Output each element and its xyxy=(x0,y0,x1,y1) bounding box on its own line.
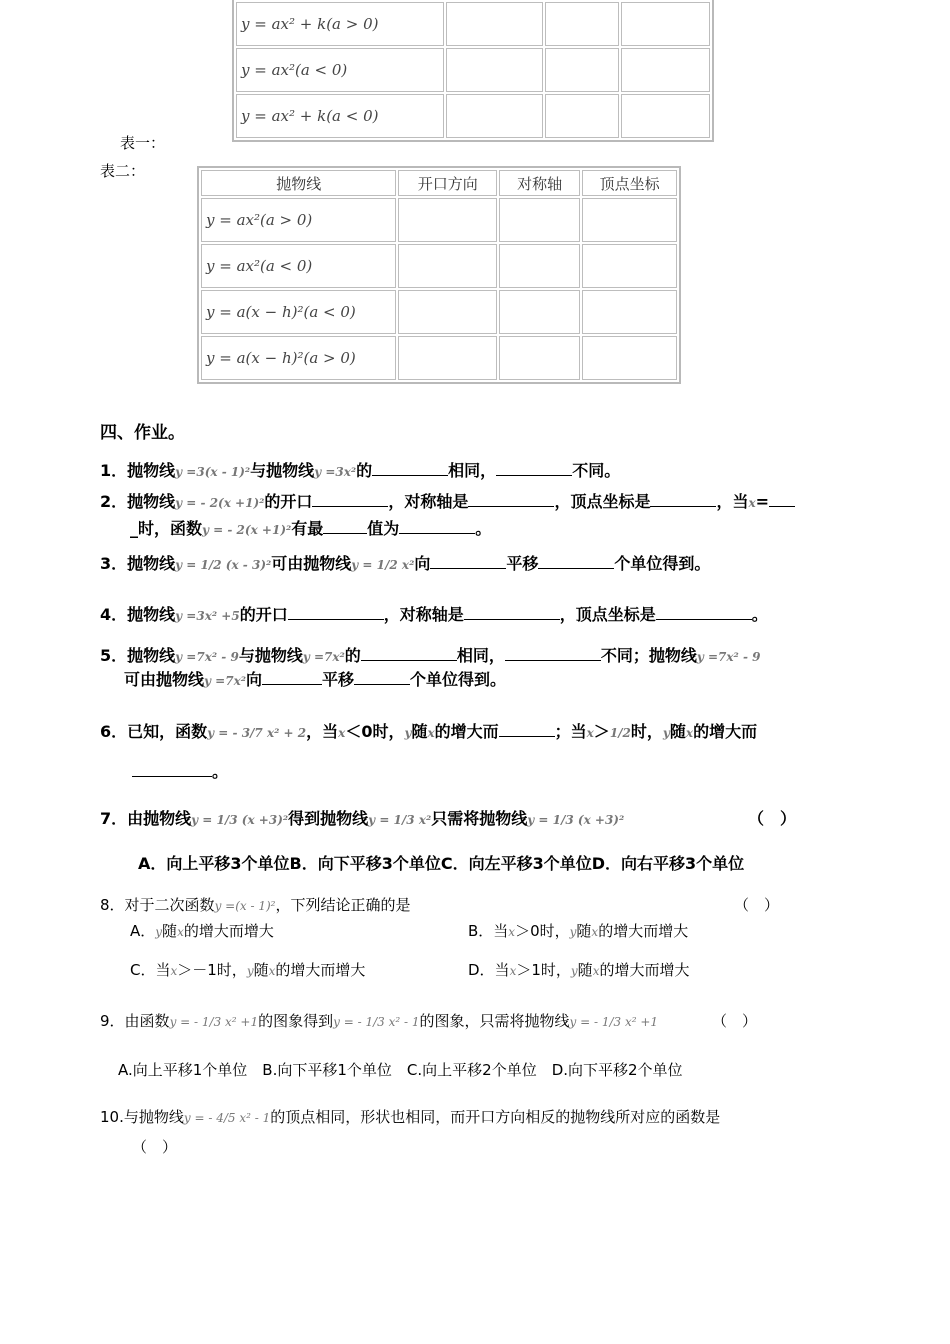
option-b[interactable]: B．当x＞0时，y随x的增大而增大 xyxy=(468,922,689,940)
table-row xyxy=(201,336,677,380)
table-two-cell: y = ax²(a > 0) xyxy=(201,198,396,242)
question-2: 2．抛物线y = - 2(x +1)²的开口 ，对称轴是 ，顶点坐标是 ，当x= xyxy=(100,489,795,512)
question-7: 7．由抛物线y = 1/3 (x +3)²得到抛物线y = 1/3 x²只需将抛物线y = 1/3 (x +3)² xyxy=(100,809,625,828)
question-5: 5．抛物线y =7x² - 9与抛物线y =7x²的 相同， 不同；抛物线y =7x² - 9 xyxy=(100,646,761,665)
table-row xyxy=(236,48,710,92)
table-one xyxy=(232,0,714,142)
table-two-label: 表二： xyxy=(100,162,146,180)
table-row xyxy=(236,2,710,46)
question-2-cont: _时，函数y = - 2(x +1)²有最 值为 。 xyxy=(130,519,492,538)
answer-blank[interactable] xyxy=(499,735,555,737)
question-9: 9．由函数y = - 1/3 x² +1的图象得到y = - 1/3 x² - 1的图象，只需将抛物线y = - 1/3 x² +1 xyxy=(100,1012,659,1030)
answer-blank[interactable] xyxy=(361,659,457,661)
question-10: 10.与抛物线y = - 4/5 x² - 1的顶点相同，形状也相同，而开口方向相反的抛物线所对应的函数是 xyxy=(100,1108,721,1126)
answer-blank[interactable] xyxy=(372,474,448,476)
answer-blank[interactable] xyxy=(354,683,410,685)
table-one-label: 表一： xyxy=(120,134,166,152)
table-row xyxy=(201,244,677,288)
option-a[interactable]: A．y随x的增大而增大 xyxy=(130,922,274,940)
header-vertex: 顶点坐标 xyxy=(582,170,677,196)
table-two xyxy=(197,166,681,384)
question-8: 8．对于二次函数y =(x - 1)²，下列结论正确的是 xyxy=(100,896,411,914)
answer-blank[interactable] xyxy=(505,659,601,661)
table-one-cell: y = ax² + k(a < 0) xyxy=(236,94,444,138)
question-3: 3．抛物线y = 1/2 (x - 3)²可由抛物线y = 1/2 x²向 平移 个单位得到。 xyxy=(100,554,711,573)
question-4: 4．抛物线y =3x² +5的开口 ，对称轴是 ，顶点坐标是 。 xyxy=(100,605,768,624)
question-7-paren: （ ） xyxy=(748,809,797,828)
question-9-paren: （ ） xyxy=(712,1012,758,1030)
table-one-cell xyxy=(446,2,543,46)
question-8-paren: （ ） xyxy=(734,896,780,914)
table-one-cell xyxy=(621,2,710,46)
table-row xyxy=(201,290,677,334)
answer-blank[interactable] xyxy=(656,618,752,620)
table-two-cell: y = a(x − h)²(a < 0) xyxy=(201,290,396,334)
header-direction: 开口方向 xyxy=(398,170,497,196)
answer-blank[interactable] xyxy=(132,775,212,777)
answer-blank[interactable] xyxy=(769,505,795,507)
answer-blank[interactable] xyxy=(262,683,322,685)
question-1: 1．抛物线y =3(x - 1)²与抛物线y =3x²的 相同， 不同。 xyxy=(100,461,621,480)
answer-blank[interactable] xyxy=(468,505,554,507)
table-row xyxy=(236,94,710,138)
table-one-cell: y = ax²(a < 0) xyxy=(236,48,444,92)
section-title: 四、作业。 xyxy=(100,423,185,443)
answer-blank[interactable] xyxy=(496,474,572,476)
table-one-cell xyxy=(545,2,618,46)
header-axis: 对称轴 xyxy=(499,170,580,196)
option-d[interactable]: D．当x＞1时，y随x的增大而增大 xyxy=(468,961,690,979)
question-5-cont: 可由抛物线y =7x²向 平移 个单位得到。 xyxy=(124,670,507,689)
header-parabola: 抛物线 xyxy=(201,170,396,196)
answer-blank[interactable] xyxy=(323,532,367,534)
answer-blank[interactable] xyxy=(538,567,614,569)
table-row xyxy=(201,198,677,242)
option-c[interactable]: C．当x＞－1时，y随x的增大而增大 xyxy=(130,961,366,979)
answer-blank[interactable] xyxy=(430,567,506,569)
answer-blank[interactable] xyxy=(312,505,388,507)
answer-blank[interactable] xyxy=(288,618,384,620)
table-header-row xyxy=(201,170,677,196)
question-6-cont: 。 xyxy=(132,759,228,782)
table-two-cell: y = a(x − h)²(a > 0) xyxy=(201,336,396,380)
question-10-paren: （ ） xyxy=(132,1138,178,1156)
answer-blank[interactable] xyxy=(650,505,716,507)
table-one-cell: y = ax² + k(a > 0) xyxy=(236,2,444,46)
answer-blank[interactable] xyxy=(399,532,475,534)
question-9-options: A.向上平移1个单位 B.向下平移1个单位 C.向上平移2个单位 D.向下平移2个单位 xyxy=(118,1061,683,1079)
question-7-options: A．向上平移3个单位B．向下平移3个单位C．向左平移3个单位D．向右平移3个单位 xyxy=(138,854,745,873)
question-6: 6．已知，函数y = - 3/7 x² + 2，当x＜0时，y随x的增大而 ；当x＞1/2时，y随x的增大而 xyxy=(100,722,758,741)
table-two-cell: y = ax²(a < 0) xyxy=(201,244,396,288)
answer-blank[interactable] xyxy=(464,618,560,620)
